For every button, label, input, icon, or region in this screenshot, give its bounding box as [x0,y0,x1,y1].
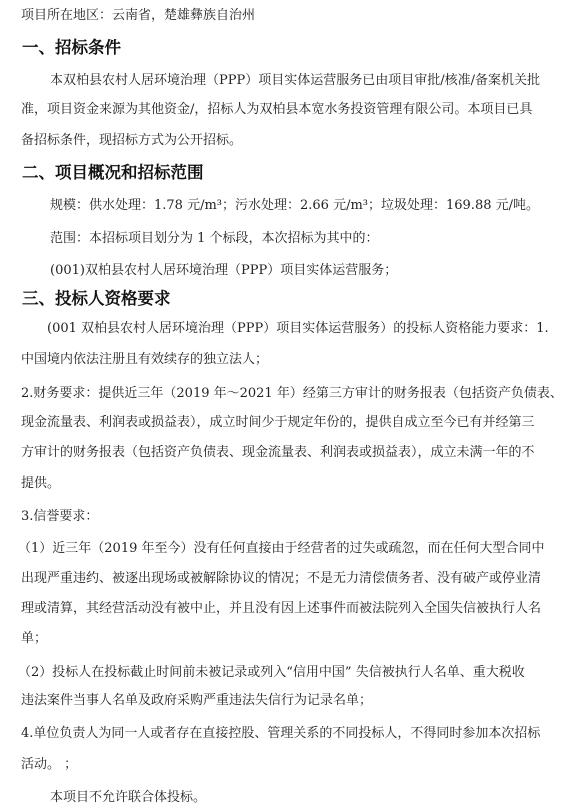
paragraph-line: 规模：供水处理：1.78 元/m³；污水处理：2.66 元/m³；垃圾处理：169.88 元/吨。 [50,198,539,213]
paragraph-line: 3.信誉要求： [21,509,99,524]
paragraph-line: 备招标条件，现招标方式为公开招标。 [21,133,243,148]
paragraph-line: 现金流量表、利润表或损益表），成立时间少于规定年份的，提供自成立至今已有并经第三 [21,415,535,430]
section-heading-bid-conditions: 一、招标条件 [22,38,121,57]
paragraph-line: 单； [21,631,48,646]
paragraph-line: 本项目不允许联合体投标。 [50,790,207,805]
paragraph-line: 活动。 ； [21,757,78,772]
paragraph-line: （1）近三年（2019 年至今）没有任何直接由于经营者的过失或疏忽，而在任何大型合同中 [18,541,545,556]
paragraph-line: 范围：本招标项目划分为 1 个标段，本次招标为其中的： [50,231,379,246]
paragraph-line: 违法案件当事人名单及政府采购严重违法失信行为记录名单； [21,693,373,708]
paragraph-line: 2.财务要求：提供近三年（2019 年～2021 年）经第三方审计的财务报表（包括资产负债表、 [21,386,563,401]
paragraph-line: 准，项目资金来源为其他资金/，招标人为双柏县本宽水务投资管理有限公司。本项目已具 [21,102,533,117]
paragraph-line: （2）投标人在投标截止时间前未被记录或列入“信用中国” 失信被执行人名单、重大税收 [18,665,525,680]
section-heading-project-overview: 二、项目概况和招标范围 [22,163,204,182]
paragraph-line: 方审计的财务报表（包括资产负债表、现金流量表、利润表或损益表），成立未满一年的不 [21,445,535,460]
paragraph-line: 出现严重违约、被逐出现场或被解除协议的情况；不是无力清偿债务者、没有破产或停业清 [21,571,542,586]
paragraph-line: 4.单位负责人为同一人或者存在直接控股、管理关系的不同投标人，不得同时参加本次招标 [21,726,541,741]
paragraph-line: (001 双柏县农村人居环境治理（PPP）项目实体运营服务）的投标人资格能力要求：1. [47,321,549,336]
paragraph-line: 本双柏县农村人居环境治理（PPP）项目实体运营服务已由项目审批/核准/备案机关批 [50,73,541,88]
section-heading-bidder-qualification: 三、投标人资格要求 [22,289,171,308]
paragraph-line: 提供。 [21,476,61,491]
project-region: 项目所在地区：云南省，楚雄彝族自治州 [21,8,256,23]
paragraph-line: 中国境内依法注册且有效续存的独立法人； [21,352,269,367]
paragraph-line: 理或清算，其经营活动没有被中止，并且没有因上述事件而被法院列入全国失信被执行人名 [21,601,542,616]
paragraph-line: (001)双柏县农村人居环境治理（PPP）项目实体运营服务； [50,263,398,278]
